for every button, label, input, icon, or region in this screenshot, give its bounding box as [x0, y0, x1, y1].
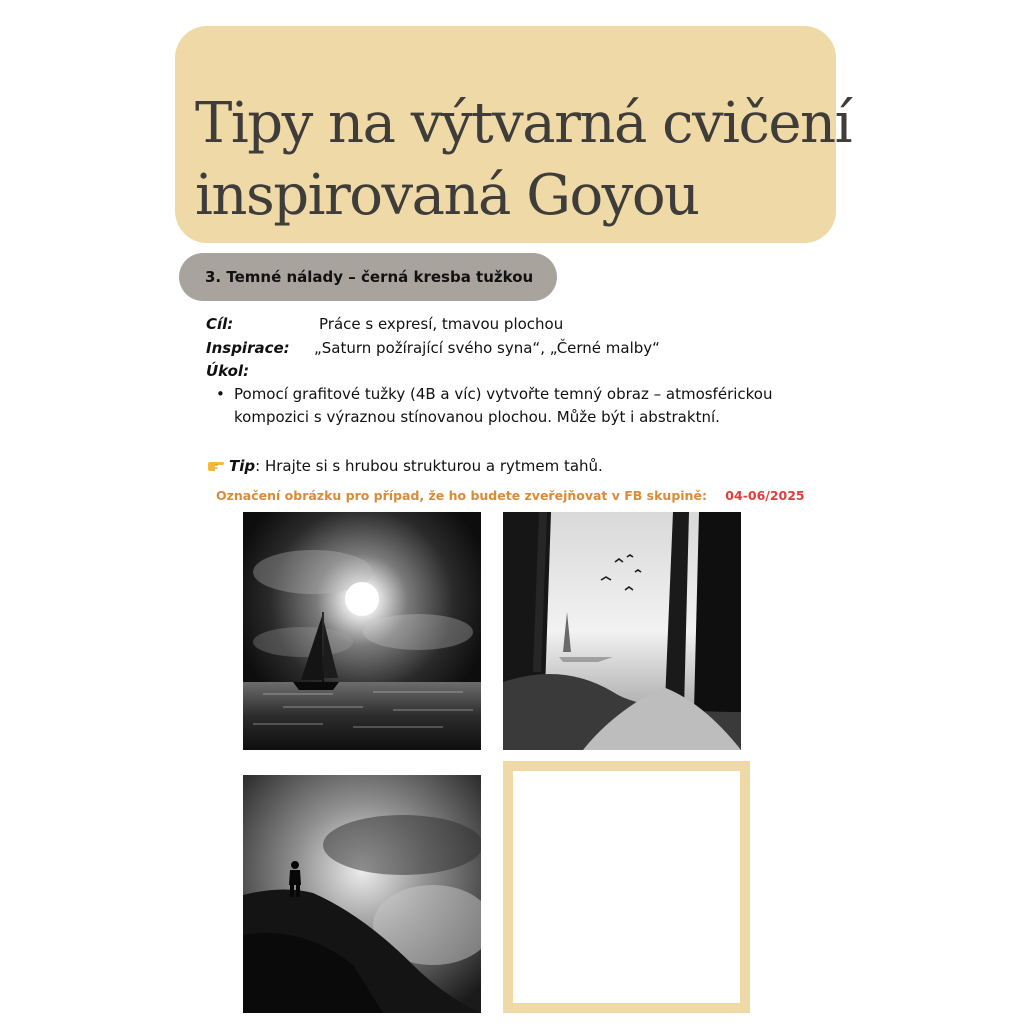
- pointing-hand-icon: [207, 455, 225, 477]
- forest-path-drawing-image: [503, 512, 741, 750]
- inspiration-label: Inspirace:: [206, 339, 290, 357]
- inspiration-value: „Saturn požírající svého syna“, „Černé malby“: [314, 339, 660, 357]
- tip-label: Tip: [229, 457, 256, 475]
- sailboat-drawing-image: [243, 512, 481, 750]
- page-title-line-2: inspirovaná Goyou: [195, 163, 699, 228]
- tip-row: [207, 455, 603, 477]
- section-heading: 3. Temné nálady – černá kresba tužkou: [179, 253, 557, 301]
- image-tag-code: 04-06/2025: [725, 488, 805, 503]
- image-tag-label: Označení obrázku pro případ, že ho budete zveřejňovat v FB skupině:: [216, 488, 707, 503]
- task-item-text: Pomocí grafitové tužky (4B a víc) vytvořte temný obraz – atmosférickou kompozici s výraznou stínovanou plochou. Může být i abstraktní.: [234, 385, 773, 426]
- task-label: Úkol:: [206, 362, 250, 380]
- stormy-hill-drawing-image: [243, 775, 481, 1013]
- task-list: [216, 383, 816, 429]
- goal-value: Práce s expresí, tmavou plochou: [319, 315, 564, 333]
- image-tag-row: [216, 487, 805, 505]
- title-banner: [175, 26, 852, 243]
- task-list-item: [216, 383, 816, 429]
- empty-image-frame: [503, 761, 750, 1013]
- bullet-icon: •: [216, 385, 225, 403]
- goal-label: Cíl:: [206, 315, 234, 333]
- tip-text: : Hrajte si s hrubou strukturou a rytmem tahů.: [255, 457, 603, 475]
- field-inspiration: [206, 337, 660, 359]
- page-title-line-1: Tipy na výtvarná cvičení: [195, 91, 852, 156]
- field-goal: [206, 313, 564, 335]
- field-task: [206, 360, 249, 382]
